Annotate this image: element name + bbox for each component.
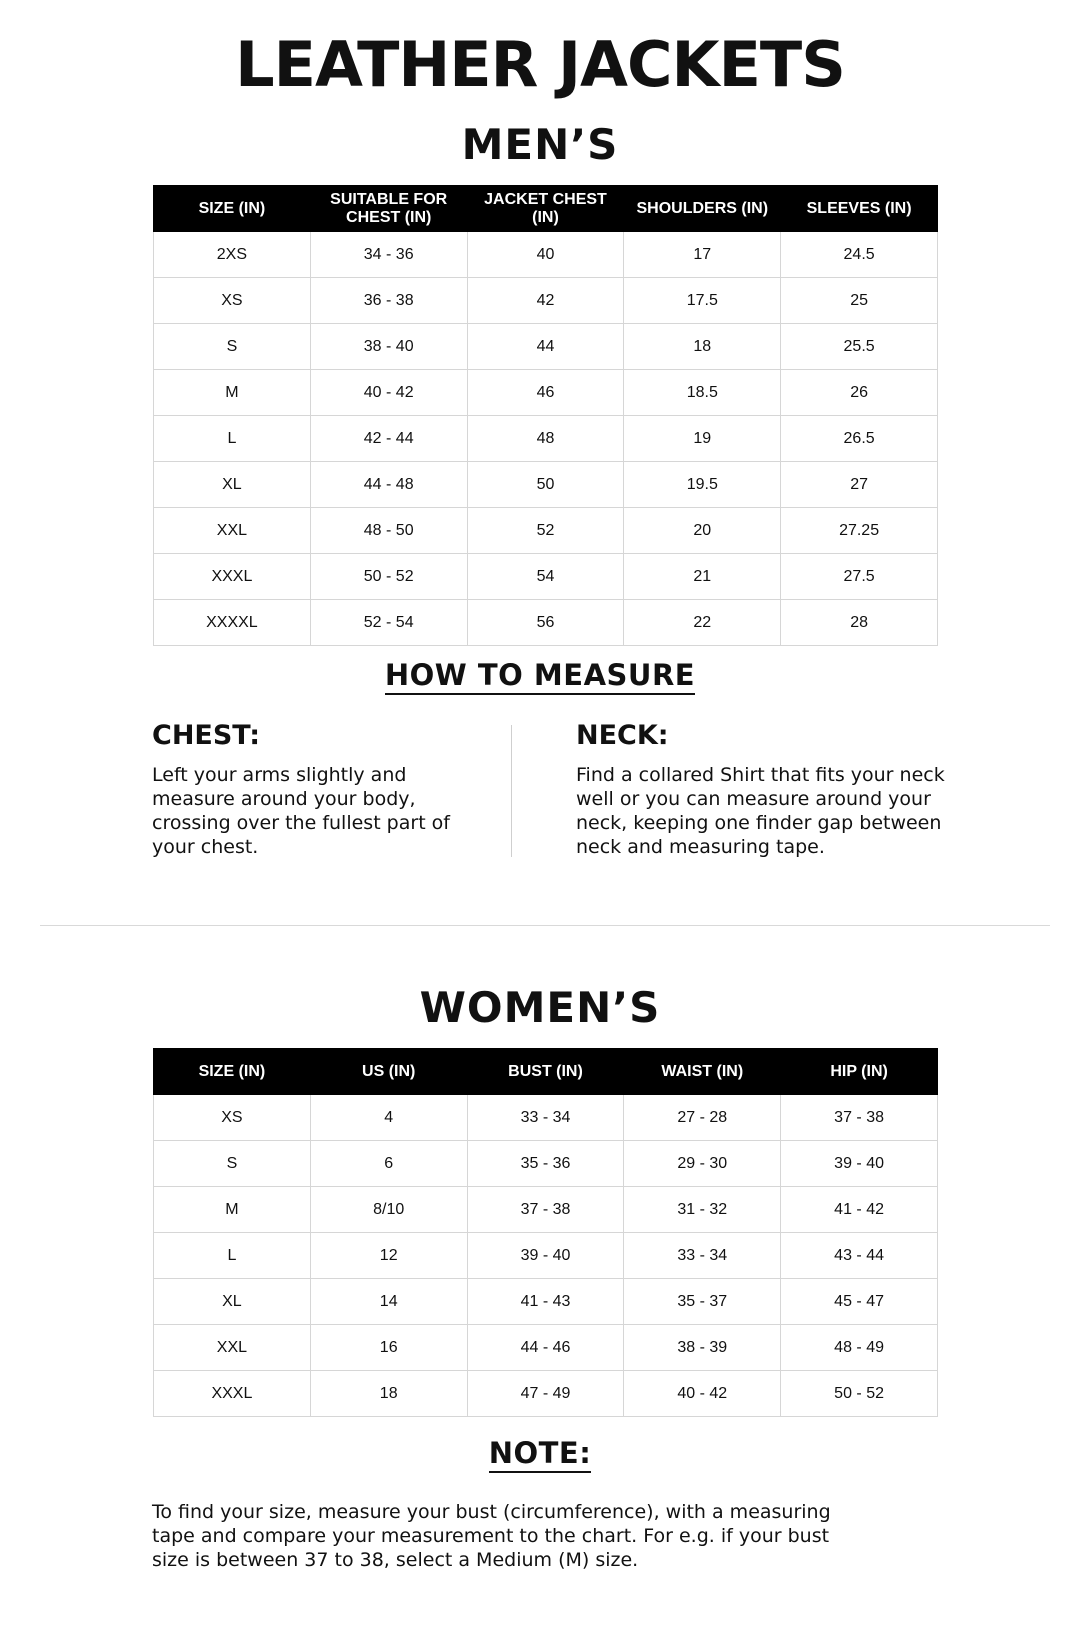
womens-table-cell: 6: [310, 1141, 467, 1187]
mens-table-cell: 27: [781, 462, 938, 508]
womens-table-cell: 37 - 38: [467, 1187, 624, 1233]
mens-table-cell: L: [154, 416, 311, 462]
mens-table-cell: 24.5: [781, 232, 938, 278]
mens-col-header: SHOULDERS (IN): [624, 186, 781, 232]
womens-table-cell: 12: [310, 1233, 467, 1279]
mens-table-cell: 40: [467, 232, 624, 278]
mens-table-cell: 2XS: [154, 232, 311, 278]
mens-table-cell: 44 - 48: [310, 462, 467, 508]
mens-table-cell: 36 - 38: [310, 278, 467, 324]
mens-table-cell: 18: [624, 324, 781, 370]
womens-table-cell: 47 - 49: [467, 1371, 624, 1417]
mens-table-cell: 27.5: [781, 554, 938, 600]
womens-table-row: [154, 1095, 938, 1141]
womens-table-cell: 38 - 39: [624, 1325, 781, 1371]
womens-table-cell: 8/10: [310, 1187, 467, 1233]
mens-col-header: SIZE (IN): [154, 186, 311, 232]
mens-table-cell: 20: [624, 508, 781, 554]
mens-table-cell: XXXXL: [154, 600, 311, 646]
mens-table-cell: 56: [467, 600, 624, 646]
womens-table-cell: 41 - 42: [781, 1187, 938, 1233]
womens-col-header: HIP (IN): [781, 1049, 938, 1095]
womens-table-cell: 35 - 37: [624, 1279, 781, 1325]
mens-table-cell: 52 - 54: [310, 600, 467, 646]
womens-table-row: [154, 1325, 938, 1371]
womens-table-cell: S: [154, 1141, 311, 1187]
womens-section-title: WOMEN’S: [419, 983, 661, 1032]
womens-table-cell: 43 - 44: [781, 1233, 938, 1279]
womens-table-cell: 48 - 49: [781, 1325, 938, 1371]
mens-table-cell: 40 - 42: [310, 370, 467, 416]
mens-table-row: [154, 324, 938, 370]
mens-table-cell: 17.5: [624, 278, 781, 324]
womens-col-header: BUST (IN): [467, 1049, 624, 1095]
womens-header-row: [154, 1049, 938, 1095]
womens-table-row: [154, 1371, 938, 1417]
mens-size-table: [153, 185, 938, 646]
womens-table-cell: L: [154, 1233, 311, 1279]
mens-section-title: MEN’S: [461, 120, 619, 169]
mens-table-cell: 19.5: [624, 462, 781, 508]
mens-table-cell: S: [154, 324, 311, 370]
womens-table-cell: 50 - 52: [781, 1371, 938, 1417]
womens-table-cell: 45 - 47: [781, 1279, 938, 1325]
womens-table-cell: XS: [154, 1095, 311, 1141]
mens-table-cell: 50: [467, 462, 624, 508]
womens-col-header: WAIST (IN): [624, 1049, 781, 1095]
mens-table-cell: 48: [467, 416, 624, 462]
page-title: LEATHER JACKETS: [235, 28, 845, 101]
mens-table-cell: 54: [467, 554, 624, 600]
mens-table-cell: 34 - 36: [310, 232, 467, 278]
womens-table-cell: 14: [310, 1279, 467, 1325]
womens-table-row: [154, 1233, 938, 1279]
womens-table-cell: 44 - 46: [467, 1325, 624, 1371]
mens-table-cell: XS: [154, 278, 311, 324]
mens-table-cell: 19: [624, 416, 781, 462]
womens-col-header: SIZE (IN): [154, 1049, 311, 1095]
mens-table-cell: 22: [624, 600, 781, 646]
womens-table-cell: 31 - 32: [624, 1187, 781, 1233]
mens-table-cell: 50 - 52: [310, 554, 467, 600]
neck-title: NECK:: [576, 720, 669, 751]
mens-table-cell: 17: [624, 232, 781, 278]
mens-col-header: SUITABLE FOR CHEST (IN): [310, 186, 467, 232]
womens-table-cell: 16: [310, 1325, 467, 1371]
mens-table-cell: 42: [467, 278, 624, 324]
womens-table-cell: 27 - 28: [624, 1095, 781, 1141]
womens-table-cell: 40 - 42: [624, 1371, 781, 1417]
mens-table-cell: 48 - 50: [310, 508, 467, 554]
womens-size-table: [153, 1048, 938, 1417]
mens-table-cell: 52: [467, 508, 624, 554]
mens-table-row: [154, 462, 938, 508]
womens-table-row: [154, 1279, 938, 1325]
mens-table-row: [154, 370, 938, 416]
mens-header-row: [154, 186, 938, 232]
mens-table-cell: 25.5: [781, 324, 938, 370]
womens-table-cell: M: [154, 1187, 311, 1233]
womens-table-cell: 33 - 34: [467, 1095, 624, 1141]
mens-table-row: [154, 416, 938, 462]
mens-table-cell: XL: [154, 462, 311, 508]
womens-table-cell: 41 - 43: [467, 1279, 624, 1325]
note-text: To find your size, measure your bust (circumference), with a measuring tape and compare your measurement to the chart. For e.g. if your bust size is between 37 to 38, select a Medium (M) size.: [152, 1501, 831, 1571]
chest-title: CHEST:: [152, 720, 261, 751]
mens-table-cell: 46: [467, 370, 624, 416]
womens-table-cell: XXL: [154, 1325, 311, 1371]
womens-table-cell: 18: [310, 1371, 467, 1417]
mens-table-cell: 18.5: [624, 370, 781, 416]
mens-table-row: [154, 600, 938, 646]
section-divider: [40, 925, 1050, 926]
mens-table-cell: M: [154, 370, 311, 416]
mens-table-cell: 38 - 40: [310, 324, 467, 370]
chest-instructions: Left your arms slightly and measure around your body, crossing over the fullest part of your chest.: [152, 764, 450, 858]
mens-table-cell: 28: [781, 600, 938, 646]
womens-table-cell: 4: [310, 1095, 467, 1141]
how-to-measure-heading: HOW TO MEASURE: [385, 658, 695, 695]
mens-table-cell: XXXL: [154, 554, 311, 600]
mens-table-row: [154, 508, 938, 554]
mens-table-cell: 44: [467, 324, 624, 370]
mens-table-cell: 27.25: [781, 508, 938, 554]
womens-table-cell: 33 - 34: [624, 1233, 781, 1279]
mens-table-cell: XXL: [154, 508, 311, 554]
womens-table-cell: XXXL: [154, 1371, 311, 1417]
womens-table-cell: XL: [154, 1279, 311, 1325]
mens-table-row: [154, 554, 938, 600]
mens-table-cell: 42 - 44: [310, 416, 467, 462]
mens-table-cell: 21: [624, 554, 781, 600]
mens-table-cell: 26: [781, 370, 938, 416]
note-heading: NOTE:: [489, 1436, 592, 1473]
womens-table-cell: 35 - 36: [467, 1141, 624, 1187]
mens-table-row: [154, 278, 938, 324]
womens-table-cell: 37 - 38: [781, 1095, 938, 1141]
womens-table-cell: 29 - 30: [624, 1141, 781, 1187]
womens-table-row: [154, 1187, 938, 1233]
womens-table-cell: 39 - 40: [467, 1233, 624, 1279]
mens-col-header: JACKET CHEST (IN): [467, 186, 624, 232]
mens-table-cell: 26.5: [781, 416, 938, 462]
mens-table-cell: 25: [781, 278, 938, 324]
neck-instructions: Find a collared Shirt that fits your neck well or you can measure around your neck, keeping one finder gap between neck and measuring tape.: [576, 764, 945, 858]
womens-table-cell: 39 - 40: [781, 1141, 938, 1187]
vertical-divider: [511, 725, 512, 857]
womens-col-header: US (IN): [310, 1049, 467, 1095]
womens-table-row: [154, 1141, 938, 1187]
mens-col-header: SLEEVES (IN): [781, 186, 938, 232]
mens-table-row: [154, 232, 938, 278]
